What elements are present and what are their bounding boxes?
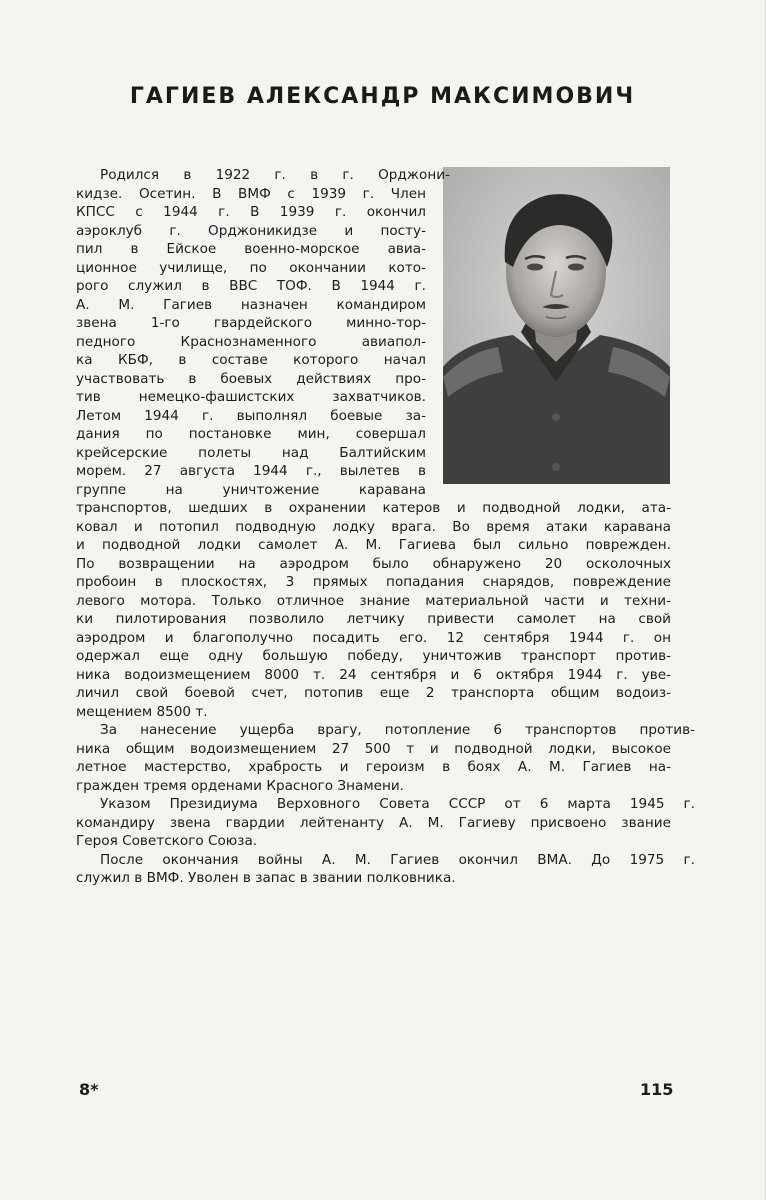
text-line: участвовать в боевых действиях про- xyxy=(76,370,426,387)
page-title: ГАГИЕВ АЛЕКСАНДР МАКСИМОВИЧ xyxy=(129,84,636,109)
text-line: звена 1-го гвардейского минно-тор- xyxy=(76,315,426,331)
signature-mark: 8* xyxy=(79,1080,99,1099)
text-line: служил в ВМФ. Уволен в запас в звании полковника. xyxy=(76,870,456,886)
text-line: А. М. Гагиев назначен командиром xyxy=(76,296,426,313)
text-line: Указом Президиума Верховного Совета СССР от 6 марта 1945 г. xyxy=(100,796,695,812)
text-line: кидзе. Осетин. В ВМФ с 1939 г. Член xyxy=(76,185,426,202)
text-line: и подводной лодки самолет А. М. Гагиева был сильно поврежден. xyxy=(76,537,671,553)
text-line: летное мастерство, храбрость и героизм в боях А. М. Гагиев на- xyxy=(76,759,671,775)
text-line: группе на уничтожение каравана xyxy=(76,481,426,498)
text-line: ционное училище, по окончании кото- xyxy=(76,259,426,276)
text-line: мещением 8500 т. xyxy=(76,703,208,720)
text-line: После окончания войны А. М. Гагиев окончил ВМА. До 1975 г. xyxy=(100,851,695,868)
text-line: пробоин в плоскостях, 3 прямых попадания снарядов, повреждение xyxy=(76,574,671,590)
text-line: КПСС с 1944 г. В 1939 г. окончил xyxy=(76,204,426,220)
text-line: пил в Ейское военно-морское авиа- xyxy=(76,241,426,257)
page-number: 115 xyxy=(640,1080,674,1099)
text-line: морем. 27 августа 1944 г., вылетев в xyxy=(76,463,426,479)
text-line: личил свой боевой счет, потопив еще 2 транспорта общим водоиз- xyxy=(76,685,671,701)
biography-text xyxy=(76,166,695,888)
text-line: гражден тремя орденами Красного Знамени. xyxy=(76,777,404,794)
text-line: аэроклуб г. Орджоникидзе и посту- xyxy=(76,222,426,239)
text-line: педного Краснознаменного авиапол- xyxy=(76,333,426,350)
text-line: ника водоизмещением 8000 т. 24 сентября и 6 октября 1944 г. уве- xyxy=(76,666,671,683)
text-line: Родился в 1922 г. в г. Орджони- xyxy=(100,167,450,183)
text-line: Летом 1944 г. выполнял боевые за- xyxy=(76,407,426,424)
text-line: ника общим водоизмещением 27 500 т и подводной лодки, высокое xyxy=(76,740,671,757)
text-line: дания по постановке мин, совершал xyxy=(76,426,426,442)
text-line: одержал еще одну большую победу, уничтожив транспорт против- xyxy=(76,648,671,664)
text-line: командиру звена гвардии лейтенанту А. М. Гагиеву присвоено звание xyxy=(76,814,671,831)
text-line: ка КБФ, в составе которого начал xyxy=(76,352,426,368)
text-line: За нанесение ущерба врагу, потопление 6 транспортов против- xyxy=(100,722,695,738)
text-line: ковал и потопил подводную лодку врага. Во время атаки каравана xyxy=(76,518,671,535)
text-line: Героя Советского Союза. xyxy=(76,833,258,849)
text-line: левого мотора. Только отличное знание материальной части и техни- xyxy=(76,592,671,609)
text-line: ки пилотирования позволило летчику привести самолет на свой xyxy=(76,611,671,627)
text-line: рого служил в ВВС ТОФ. В 1944 г. xyxy=(76,278,426,294)
text-line: аэродром и благополучно посадить его. 12 сентября 1944 г. он xyxy=(76,629,671,646)
text-line: крейсерские полеты над Балтийским xyxy=(76,444,426,461)
text-line: По возвращении на аэродром было обнаружено 20 осколочных xyxy=(76,555,671,572)
text-line: тив немецко-фашистских захватчиков. xyxy=(76,389,426,405)
text-line: транспортов, шедших в охранении катеров и подводной лодки, ата- xyxy=(76,500,671,516)
